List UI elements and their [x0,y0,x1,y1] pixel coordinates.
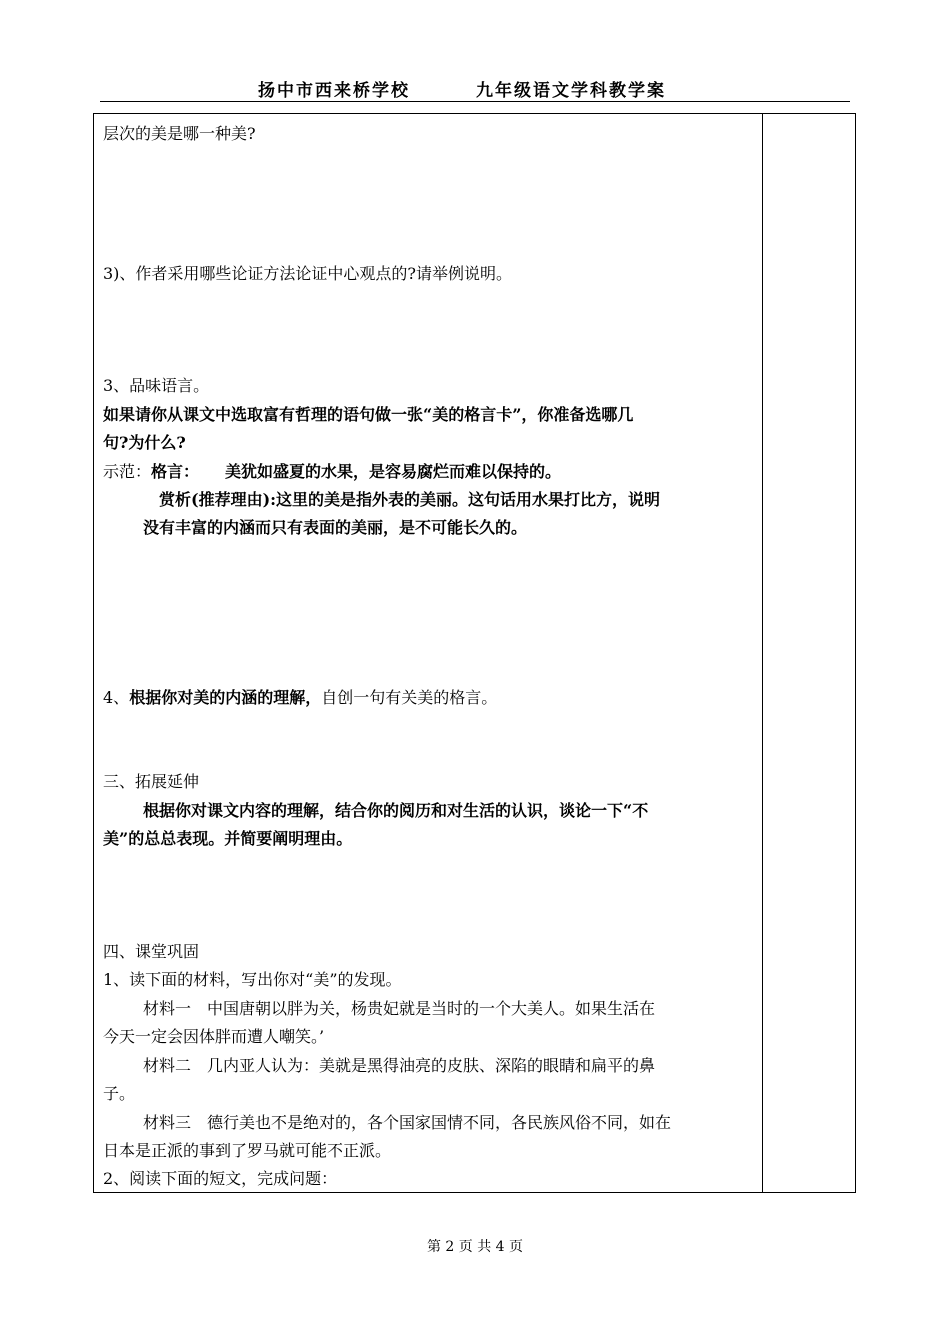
example-line [103,462,561,482]
section-consolidation: 四、课堂巩固 [103,942,200,961]
text-line: 日本是正派的事到了罗马就可能不正派。 [103,1141,392,1160]
section-extension: 三、拓展延伸 [103,772,200,791]
question-argument-methods: 3)、作者采用哪些论证方法论证中心观点的?请举例说明。 [103,264,513,283]
text-line: 1、读下面的材料，写出你对“美”的发现。 [103,970,402,989]
question-number: 4、 [103,688,130,707]
question-plain-part: 自创一句有关美的格言。 [321,688,498,707]
question-create-maxim [103,688,497,708]
table-column-divider [762,113,763,1193]
maxim-text: 美犹如盛夏的水果，是容易腐烂而难以保持的。 [225,462,562,481]
material-one: 材料一 中国唐朝以胖为关，杨贵妃就是当时的一个大美人。如果生活在 [143,999,656,1018]
school-name: 扬中市西来桥学校 [258,81,410,101]
document-header [100,76,850,100]
section-taste-language: 3、品味语言。 [103,376,210,395]
material-three: 材料三 德行美也不是绝对的，各个国家国情不同，各民族风俗不同，如在 [143,1113,672,1132]
header-rule [100,101,850,102]
material-two: 材料二 几内亚人认为：美就是黑得油亮的皮肤、深陷的眼睛和扁平的鼻 [143,1056,656,1075]
example-label: 示范： [103,462,152,481]
text-line: 2、阅读下面的短文，完成问题： [103,1169,338,1188]
subject-title: 九年级语文学科教学案 [476,81,666,101]
question-bold-part: 根据你对美的内涵的理解， [129,688,322,707]
text-line: 句?为什么? [103,433,186,452]
text-line: 层次的美是哪一种美? [103,124,256,143]
page-number: 第 2 页 共 4 页 [426,1239,524,1255]
text-line: 子。 [103,1084,136,1103]
text-line: 今天一定会因体胖而遭人嘲笑。’ [103,1027,325,1046]
text-line: 如果请你从课文中选取富有哲理的语句做一张“美的格言卡”，你准备选哪几 [103,405,634,424]
appreciation-line: 赏析(推荐理由):这里的美是指外表的美丽。这句话用水果打比方，说明 [159,490,661,509]
maxim-label: 格言： [151,462,200,481]
text-line: 美”的总总表现。并简要阐明理由。 [103,829,353,848]
text-line: 根据你对课文内容的理解，结合你的阅历和对生活的认识，谈论一下“不 [143,801,649,820]
text-line: 没有丰富的内涵而只有表面的美丽，是不可能长久的。 [143,518,528,537]
